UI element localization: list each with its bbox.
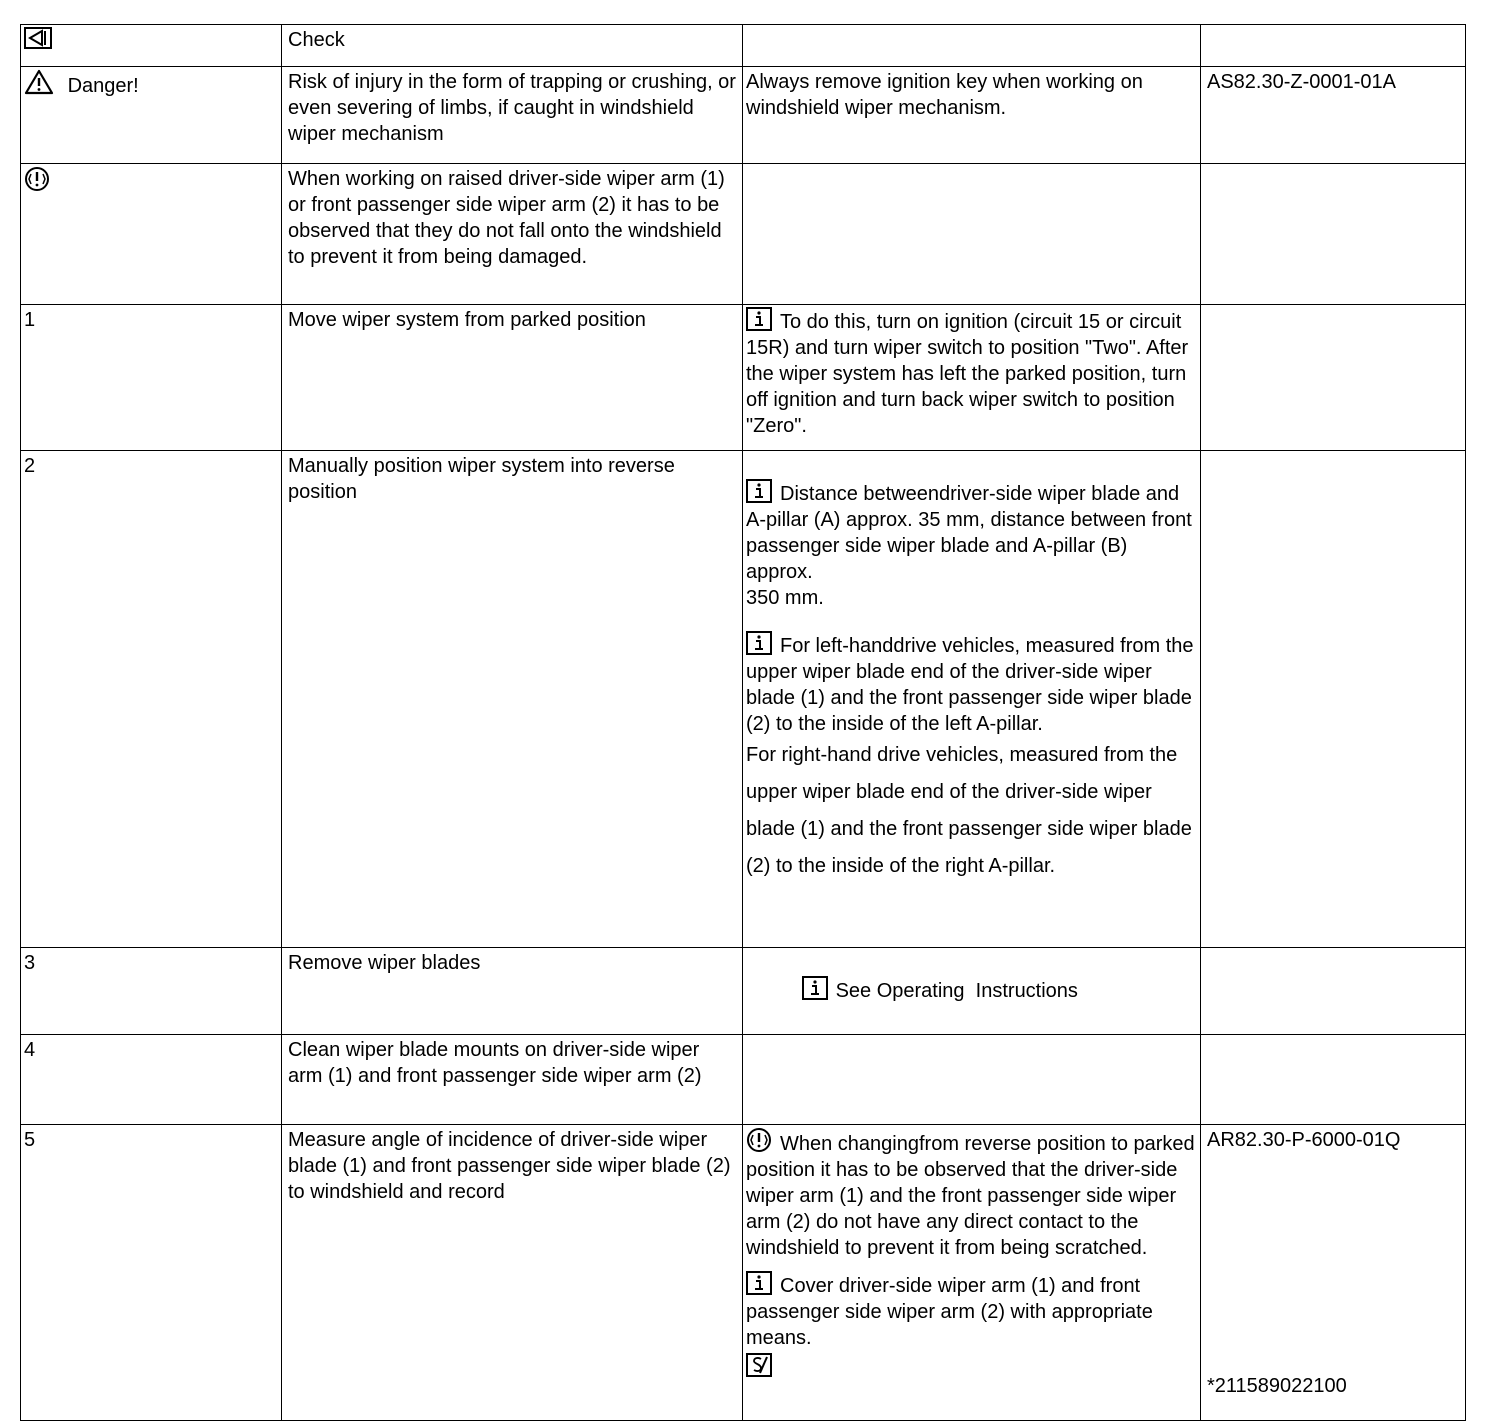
step-number: 4	[24, 1039, 36, 1061]
info-note	[746, 950, 1197, 1030]
note-text: Distance betweendriver-side wiper blade and A-pillar (A) approx. 35 mm, distance between front passenger side wiper blade and A-pillar (B) approx. 350 mm.	[746, 483, 1192, 609]
info-note	[746, 1271, 1197, 1351]
info-note	[746, 631, 1197, 737]
info-note	[746, 307, 1197, 439]
reference-cell	[1201, 1035, 1466, 1125]
info-icon	[746, 307, 772, 331]
action-cell: Manually position wiper system into reverse position	[282, 451, 743, 948]
reference-cell	[1201, 164, 1466, 305]
reference-cell	[1201, 948, 1466, 1035]
action-cell: Move wiper system from parked position	[282, 305, 743, 451]
step-cell	[21, 1125, 282, 1421]
back-arrow-icon	[24, 27, 52, 49]
note-cell	[743, 25, 1201, 67]
info-icon	[746, 631, 772, 655]
table-row	[21, 451, 1466, 948]
action-cell: Remove wiper blades	[282, 948, 743, 1035]
step-cell	[21, 1035, 282, 1125]
step-number: 2	[24, 455, 36, 477]
action-cell: Measure angle of incidence of driver-side wiper blade (1) and front passenger side wiper blade (2) to windshield and record	[282, 1125, 743, 1421]
note-cell	[743, 451, 1201, 948]
note-text: Cover driver-side wiper arm (1) and front passenger side wiper arm (2) with appropriate means.	[746, 1275, 1153, 1349]
note-text: Always remove ignition key when working on windshield wiper mechanism.	[746, 71, 1143, 119]
reference-cell	[1201, 305, 1466, 451]
info-note	[746, 453, 1197, 611]
reference-cell	[1201, 25, 1466, 67]
note-cell	[743, 1035, 1201, 1125]
note-text: When changingfrom reverse position to parked position it has to be observed that the driver-side wiper arm (1) and the front passenger side wiper arm (2) do not have any direct contact to the windshield to prevent it from being scratched.	[746, 1133, 1195, 1259]
step-number: 5	[24, 1129, 36, 1151]
special-tool-note	[746, 1353, 1197, 1381]
table-row	[21, 25, 1466, 67]
note-cell	[743, 164, 1201, 305]
table-row	[21, 305, 1466, 451]
table-row	[21, 67, 1466, 164]
table-row	[21, 948, 1466, 1035]
step-number: 1	[24, 309, 36, 331]
danger-label: Danger!	[67, 75, 139, 97]
caution-circle-icon	[746, 1127, 772, 1153]
step-cell	[21, 25, 282, 67]
step-cell	[21, 67, 282, 164]
info-icon	[802, 976, 828, 1000]
table-row	[21, 164, 1466, 305]
warning-triangle-icon	[24, 69, 54, 95]
info-icon	[746, 479, 772, 503]
caution-circle-icon	[24, 166, 50, 192]
reference-link[interactable]: AR82.30-P-6000-01Q	[1207, 1129, 1401, 1151]
step-cell	[21, 948, 282, 1035]
note-text: See Operating Instructions	[835, 980, 1078, 1002]
action-cell: When working on raised driver-side wiper arm (1) or front passenger side wiper arm (2) it has to be observed that they do not fall onto the windshield to prevent it from being damaged.	[282, 164, 743, 305]
reference-link[interactable]: AS82.30-Z-0001-01A	[1207, 71, 1397, 93]
special-tool-icon	[746, 1353, 772, 1377]
procedure-table	[20, 24, 1466, 1421]
caution-note	[746, 1127, 1197, 1261]
step-cell	[21, 164, 282, 305]
action-cell: Check	[282, 25, 743, 67]
note-cell	[743, 305, 1201, 451]
reference-cell	[1201, 1125, 1466, 1421]
table-row	[21, 1125, 1466, 1421]
reference-cell	[1201, 67, 1466, 164]
action-cell: Clean wiper blade mounts on driver-side wiper arm (1) and front passenger side wiper arm (2)	[282, 1035, 743, 1125]
step-number: 3	[24, 952, 36, 974]
step-cell	[21, 305, 282, 451]
action-cell: Risk of injury in the form of trapping or crushing, or even severing of limbs, if caught in windshield wiper mechanism	[282, 67, 743, 164]
note-text: For right-hand drive vehicles, measured from the upper wiper blade end of the driver-side wiper blade (1) and the front passenger side wiper blade (2) to the inside of the right A-pillar.	[746, 744, 1192, 877]
info-icon	[746, 1271, 772, 1295]
table-row	[21, 1035, 1466, 1125]
step-cell	[21, 451, 282, 948]
note-cell	[743, 67, 1201, 164]
reference-cell	[1201, 451, 1466, 948]
note-text: For left-handdrive vehicles, measured from the upper wiper blade end of the driver-side wiper blade (1) and the front passenger side wiper blade (2) to the inside of the left A-pillar.	[746, 635, 1194, 735]
note-cell	[743, 1125, 1201, 1421]
note-cell	[743, 948, 1201, 1035]
note-text: To do this, turn on ignition (circuit 15 or circuit 15R) and turn wiper switch to position "Two". After the wiper system has left the parked position, turn off ignition and turn back wiper switch to position "Zero".	[746, 311, 1189, 437]
special-tool-number[interactable]: *211589022100	[1207, 1375, 1347, 1397]
